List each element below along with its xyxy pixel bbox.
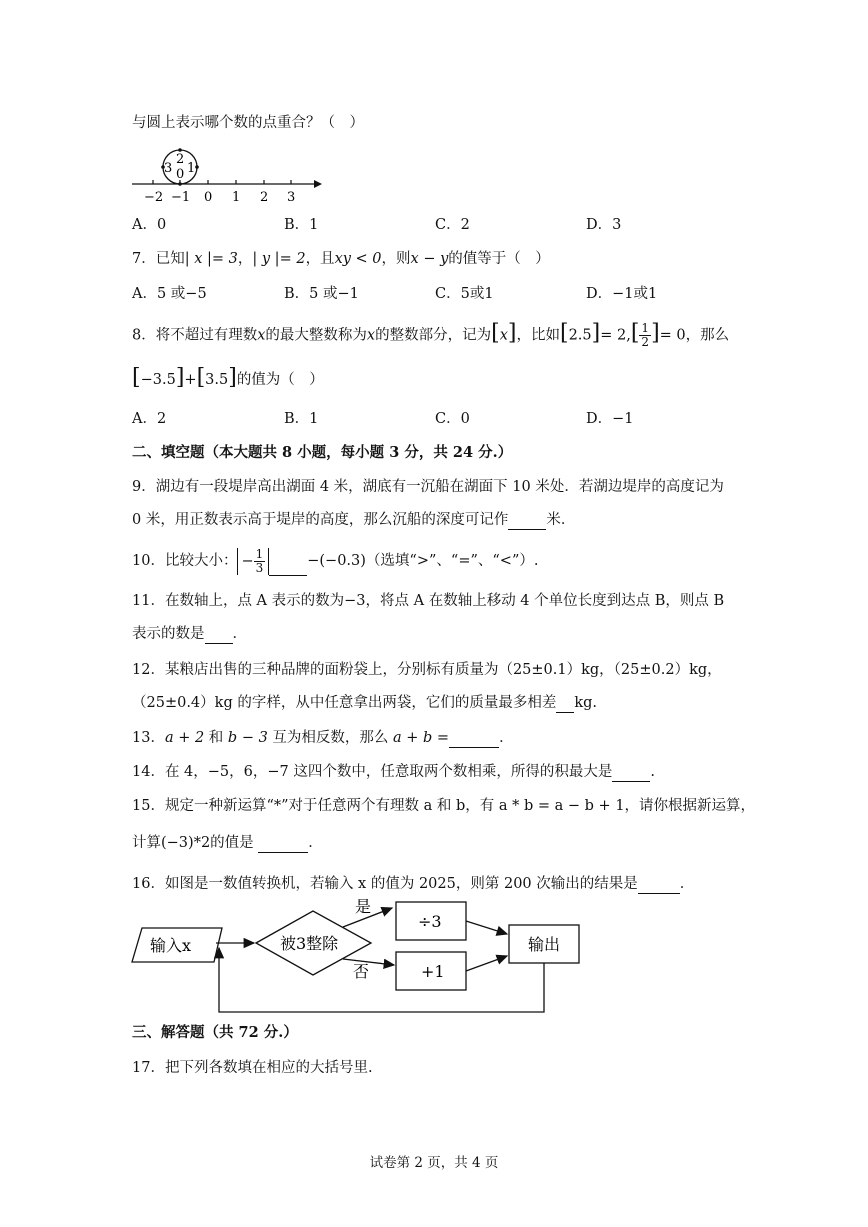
q9-line2: 0 米，用正数表示高于堤岸的高度，那么沉船的深度可记作 米．	[132, 512, 576, 528]
q6-number-line-figure	[128, 145, 328, 205]
circle-label-1: 1	[187, 161, 196, 176]
q9-line1: 9．湖边有一段堤岸高出湖面 4 米，湖底有一沉船在湖面下 10 米处．若湖边堤岸的高度记为	[132, 479, 724, 495]
q6-option-d: D．3	[586, 217, 622, 233]
decision-label: 被3整除	[280, 934, 339, 953]
q8-line1: 8．将不超过有理数x的最大整数称为x的整数部分，记为[x]，比如[2.5]= 2,[ $\frac{1}{2}$ ]= 0，那么	[132, 320, 730, 349]
q8-option-b: B．1	[284, 411, 319, 427]
q13-stem: 13．a + 2 和 b − 3 互为相反数，那么 a + b = ．	[132, 730, 514, 746]
q7-stem: 7．已知| x |= 3，| y |= 2，且xy < 0，则x − y的值等于（ ）	[132, 251, 550, 267]
q8-line2: [−3.5]+[3.5]的值为（ ）	[132, 365, 324, 390]
input-label: 输入x	[150, 936, 192, 955]
q8-option-a: A．2	[132, 411, 167, 427]
tick-label: 3	[287, 190, 296, 205]
answer-blank	[449, 731, 499, 748]
tick-label: 2	[260, 190, 269, 205]
answer-blank	[556, 696, 574, 713]
q8-option-d: D．−1	[586, 411, 634, 427]
tick-label: 0	[204, 190, 213, 205]
q17-stem: 17．把下列各数填在相应的大括号里.	[132, 1060, 373, 1076]
answer-blank	[205, 627, 233, 644]
circle-label-0: 0	[176, 167, 185, 182]
yes-label: 是	[355, 898, 372, 916]
q7-option-d: D．−1或1	[586, 286, 658, 302]
q6-stem: 与圆上表示哪个数的点重合？（ ）	[132, 115, 364, 131]
tick-label: −1	[171, 190, 191, 205]
circle-label-3: 3	[164, 161, 173, 176]
axis-arrow	[314, 180, 322, 188]
q7-option-c: C．5或1	[435, 286, 494, 302]
q11-line2: 表示的数是 ．	[132, 626, 247, 642]
tick-label: −2	[144, 190, 164, 205]
q16-flowchart	[128, 898, 588, 1016]
section-3-heading: 三、解答题（共 72 分.）	[132, 1024, 298, 1041]
q8-option-c: C．0	[435, 411, 470, 427]
tick-label: 1	[232, 190, 241, 205]
answer-blank	[258, 836, 308, 853]
q12-line1: 12．某粮店出售的三种品牌的面粉袋上，分别标有质量为（25±0.1）kg，（25±0.2）kg，	[132, 662, 722, 678]
q16-stem: 16．如图是一数值转换机，若输入 x 的值为 2025，则第 200 次输出的结果是 ．	[132, 876, 695, 892]
q6-option-b: B．1	[284, 217, 319, 233]
page-footer: 试卷第 2 页，共 4 页	[369, 1155, 499, 1171]
q6-option-c: C．2	[435, 217, 470, 233]
output-label: 输出	[528, 935, 561, 954]
q7-option-b: B．5 或−1	[284, 286, 359, 302]
q15-line1: 15．规定一种新运算“*”对于任意两个有理数 a 和 b，有 a * b = a − b + 1，请你根据新运算，	[132, 798, 756, 814]
answer-blank	[269, 555, 307, 576]
answer-blank	[508, 513, 546, 530]
q15-line2: 计算(−3)*2的值是 ．	[132, 835, 323, 851]
plus-1-label: +1	[421, 962, 445, 981]
feedback-loop	[219, 948, 544, 1012]
q7-option-a: A．5 或−5	[132, 286, 207, 302]
q14-stem: 14．在 4，−5，6，−7 这四个数中，任意取两个数相乘，所得的积最大是 .	[132, 764, 655, 780]
no-label: 否	[353, 962, 370, 981]
answer-blank	[638, 877, 680, 894]
q6-option-a: A．0	[132, 217, 167, 233]
q10-stem: 10．比较大小： − $\frac{1}{3}$ −(−0.3)（选填“>”、“=”、“<”）.	[132, 546, 539, 575]
circle-label-2: 2	[176, 152, 185, 167]
q11-line1: 11．在数轴上，点 A 表示的数为−3，将点 A 在数轴上移动 4 个单位长度到达点 B，则点 B	[132, 593, 725, 609]
answer-blank	[612, 765, 650, 782]
section-2-heading: 二、填空题（本大题共 8 小题，每小题 3 分，共 24 分.）	[132, 444, 513, 461]
q12-line2: （25±0.4）kg 的字样，从中任意拿出两袋，它们的质量最多相差 kg.	[132, 695, 598, 711]
divide-3-label: ÷3	[418, 912, 442, 931]
